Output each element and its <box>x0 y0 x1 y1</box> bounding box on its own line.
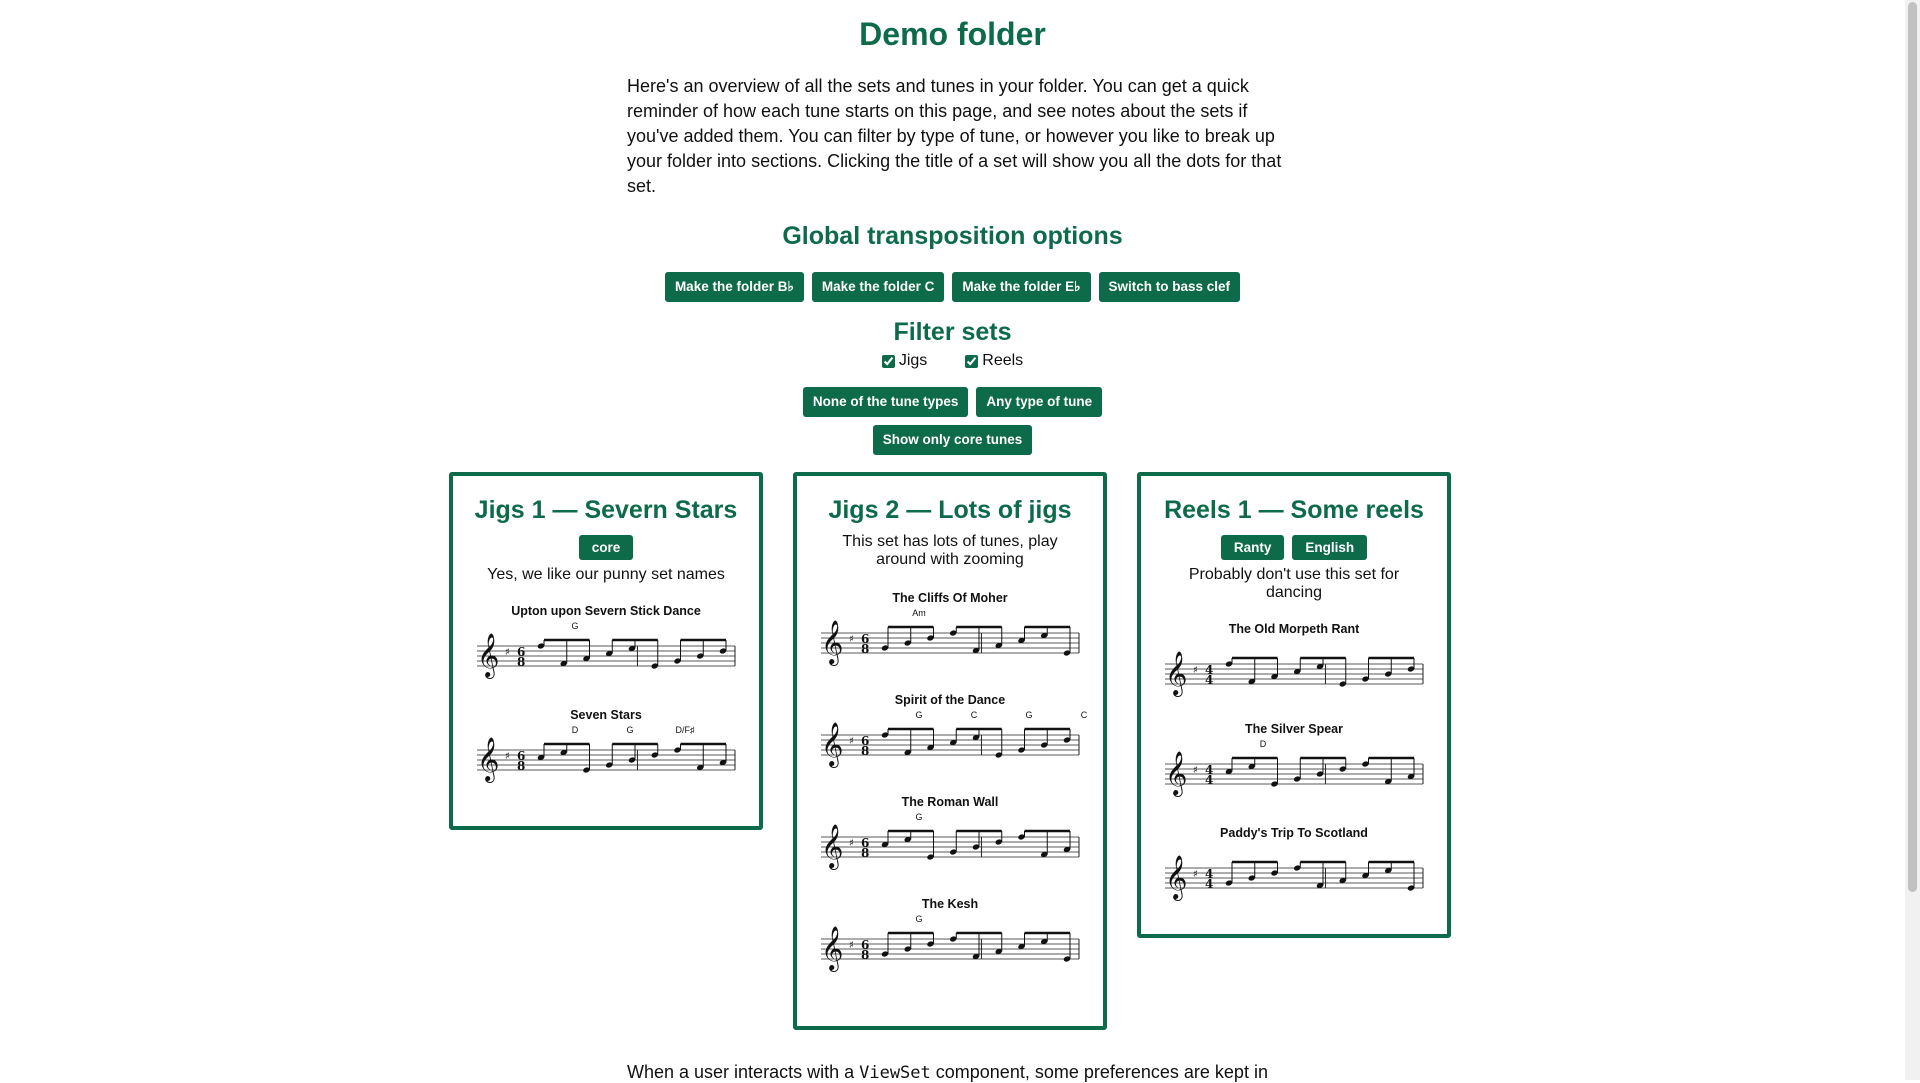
time-sig-bottom: 4 <box>1205 877 1214 891</box>
tune-paddys-trip <box>1141 826 1447 908</box>
tune-the-roman-wall <box>797 795 1103 877</box>
tune-name: Paddy's Trip To Scotland <box>1220 826 1368 840</box>
treble-clef: 𝄞 <box>821 824 844 868</box>
chord-symbol: G <box>571 621 579 631</box>
tune-name: Seven Stars <box>570 708 642 722</box>
time-sig-top: 4 <box>1205 763 1214 777</box>
chord-symbol: G <box>915 710 923 720</box>
tune-cliffs-of-moher <box>797 591 1103 673</box>
set-card-jigs-1 <box>449 472 763 830</box>
treble-clef: 𝄞 <box>1165 855 1188 899</box>
chord-symbol: G <box>915 812 923 822</box>
tune-incipit-staff <box>1163 842 1425 908</box>
time-sig-top: 4 <box>1205 663 1214 677</box>
chord-symbol: D <box>1259 739 1267 749</box>
key-sharp: ♯ <box>505 647 510 658</box>
set-card-jigs-2 <box>793 472 1107 1030</box>
set-description: This set has lots of tunes, play around with zooming <box>842 533 1058 568</box>
set-title-link[interactable]: Jigs 1 — Severn Stars <box>474 496 738 524</box>
reels-checkbox[interactable] <box>965 355 978 368</box>
set-title-link[interactable]: Reels 1 — Some reels <box>1164 496 1424 524</box>
time-sig-bottom: 4 <box>1205 773 1214 787</box>
set-description: Probably don't use this set for dancing <box>1188 566 1400 601</box>
time-sig-bottom: 8 <box>517 655 526 669</box>
treble-clef: 𝄞 <box>821 620 844 664</box>
chord-symbol: G <box>1025 710 1033 720</box>
reels-label: Reels <box>982 352 1024 369</box>
set-title-link[interactable]: Jigs 2 — Lots of jigs <box>828 496 1072 524</box>
tune-incipit-staff <box>819 913 1081 979</box>
switch-bass-clef-button[interactable]: Switch to bass clef <box>1099 272 1241 302</box>
jigs-label: Jigs <box>898 352 928 369</box>
scrollbar-thumb[interactable] <box>1908 2 1917 892</box>
tune-incipit-staff <box>819 709 1088 775</box>
intro-paragraph: Here's an overview of all the sets and tunes in your folder. You can get a quick reminder of how each tune starts on this page, and see notes about the sets if you've added them. You can filter by type of tune, or however you like to break up your folder into sections. Clicking the title of a set will show you all the dots for that set. <box>627 76 1282 196</box>
tune-incipit-staff <box>1163 638 1425 704</box>
tune-name: Spirit of the Dance <box>894 693 1006 707</box>
tune-the-kesh <box>797 897 1103 979</box>
make-folder-c-button[interactable]: Make the folder C <box>812 272 945 302</box>
footer-text-after: component, some preferences are kept in <box>930 1062 1268 1082</box>
tune-incipit-staff <box>475 724 737 790</box>
time-sig-top: 6 <box>517 749 526 763</box>
time-sig-top: 6 <box>861 734 870 748</box>
tune-upton-upon-severn <box>453 604 759 686</box>
time-sig-top: 4 <box>1205 867 1214 881</box>
treble-clef: 𝄞 <box>477 633 500 677</box>
treble-clef: 𝄞 <box>1165 751 1188 795</box>
tune-silver-spear <box>1141 722 1447 804</box>
tune-old-morpeth-rant <box>1141 622 1447 704</box>
none-tune-types-button[interactable]: None of the tune types <box>803 387 969 417</box>
set-card-reels-1 <box>1137 472 1451 938</box>
tune-incipit-staff <box>1163 738 1425 804</box>
treble-clef: 𝄞 <box>821 722 844 766</box>
time-sig-bottom: 8 <box>517 759 526 773</box>
key-sharp: ♯ <box>849 634 854 645</box>
time-sig-bottom: 8 <box>861 642 870 656</box>
page-title: Demo folder <box>859 16 1046 52</box>
key-sharp: ♯ <box>1193 869 1198 880</box>
tune-incipit-staff <box>475 620 737 686</box>
tune-spirit-of-the-dance <box>797 693 1103 775</box>
key-sharp: ♯ <box>1193 765 1198 776</box>
chord-symbol: Am <box>912 608 926 618</box>
make-folder-eflat-button[interactable]: Make the folder E♭ <box>952 272 1090 302</box>
chord-symbol: C <box>970 710 978 720</box>
set-tags <box>453 535 759 560</box>
make-folder-bflat-button[interactable]: Make the folder B♭ <box>665 272 804 302</box>
transposition-buttons <box>0 272 1905 302</box>
tag-ranty: Ranty <box>1221 535 1285 560</box>
time-sig-bottom: 4 <box>1205 673 1214 687</box>
filter-buttons <box>0 387 1905 417</box>
set-tags <box>1141 535 1447 560</box>
time-sig-top: 6 <box>861 836 870 850</box>
key-sharp: ♯ <box>1193 665 1198 676</box>
filter-option-reels[interactable] <box>965 352 1023 370</box>
tune-seven-stars <box>453 708 759 790</box>
tune-name: The Kesh <box>921 897 979 911</box>
tune-name: Upton upon Severn Stick Dance <box>511 604 701 618</box>
transposition-heading: Global transposition options <box>782 222 1123 250</box>
treble-clef: 𝄞 <box>821 926 844 970</box>
any-tune-type-button[interactable]: Any type of tune <box>976 387 1102 417</box>
treble-clef: 𝄞 <box>477 737 500 781</box>
page-scrollbar[interactable] <box>1905 0 1920 1080</box>
filter-checkboxes <box>0 352 1905 370</box>
chord-symbol: D <box>571 725 579 735</box>
key-sharp: ♯ <box>849 736 854 747</box>
footer-text-before: When a user interacts with a <box>627 1062 860 1082</box>
tune-incipit-staff <box>819 811 1081 877</box>
treble-clef: 𝄞 <box>1165 651 1188 695</box>
chord-symbol: C <box>1080 710 1088 720</box>
tune-name: The Roman Wall <box>901 795 999 809</box>
jigs-checkbox[interactable] <box>882 355 895 368</box>
time-sig-top: 6 <box>517 645 526 659</box>
time-sig-top: 6 <box>861 632 870 646</box>
tune-name: The Cliffs Of Moher <box>892 591 1008 605</box>
time-sig-bottom: 8 <box>861 744 870 758</box>
time-sig-top: 6 <box>861 938 870 952</box>
chord-symbol: G <box>915 914 923 924</box>
core-filter-row <box>0 425 1905 455</box>
key-sharp: ♯ <box>849 838 854 849</box>
tune-incipit-staff <box>819 607 1081 673</box>
footer-code: ViewSet <box>859 1063 931 1083</box>
filter-option-jigs[interactable] <box>882 352 927 370</box>
tune-name: The Silver Spear <box>1245 722 1343 736</box>
set-description: Yes, we like our punny set names <box>487 566 725 583</box>
time-sig-bottom: 8 <box>861 846 870 860</box>
tune-name: The Old Morpeth Rant <box>1228 622 1360 636</box>
show-core-tunes-button[interactable]: Show only core tunes <box>873 425 1033 455</box>
key-sharp: ♯ <box>849 940 854 951</box>
time-sig-bottom: 8 <box>861 948 870 962</box>
key-sharp: ♯ <box>505 751 510 762</box>
filter-heading: Filter sets <box>893 318 1012 346</box>
tag-english: English <box>1292 535 1367 560</box>
footer-paragraph <box>627 1062 1268 1083</box>
tag-core: core <box>579 535 634 560</box>
chord-symbol: D/F♯ <box>675 725 695 735</box>
chord-symbol: G <box>626 725 634 735</box>
